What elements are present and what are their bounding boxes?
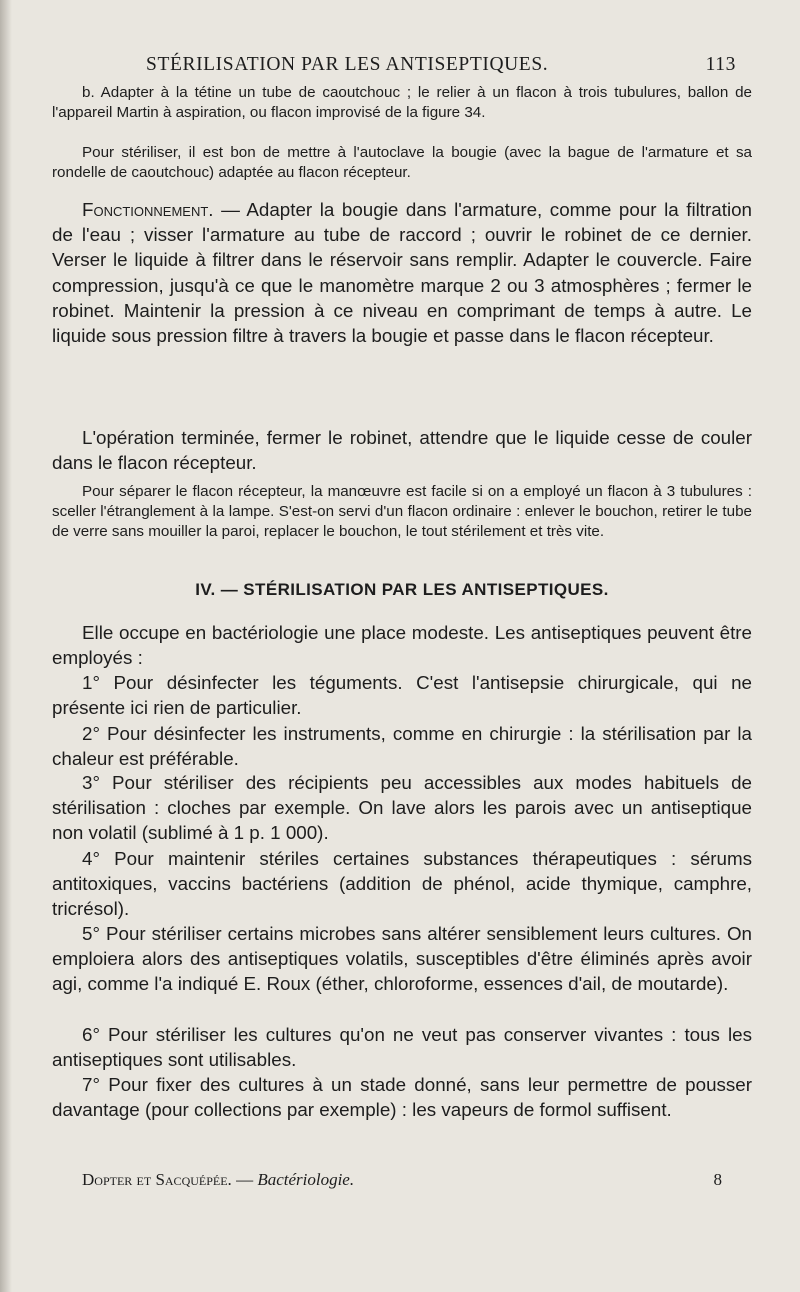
paragraph-sterilize-bougie: Pour stériliser, il est bon de mettre à l'autoclave la bougie (avec la bague de l'armature et sa rondelle de caoutchouc) adaptée au flacon récepteur. xyxy=(52,144,752,181)
list-item-5: 5° Pour stériliser certains microbes sans altérer sensiblement leurs cultures. On emploiera alors des antiseptiques volatils, susceptibles d'être éliminés après avoir agi, comme l'a indiqué E. Roux (éther, chloroforme, essences d'ail, de moutarde). xyxy=(52,923,752,995)
fonctionnement-text: Adapter la bougie dans l'armature, comme pour la filtration de l'eau ; visser l'armature au tube de raccord ; ouvrir le robinet de ce dernier. Verser le liquide à filtrer dans le réservoir sans remplir. Adapter le couvercle. Faire compression, jusqu'à ce que le manomètre marque 2 ou 3 atmosphères ; fermer le robinet. Maintenir la pression à ce niveau en comprimant de temps à autre. Le liquide sous pression filtre à travers la bougie et passe dans le flacon récepteur. xyxy=(52,199,753,347)
footer-book-title: Bactériologie. xyxy=(257,1170,355,1189)
paragraph-fonctionnement xyxy=(52,197,752,348)
list-item-2: 2° Pour désinfecter les instruments, comme en chirurgie : la stérilisation par la chaleur est préférable. xyxy=(52,723,752,770)
footer-authors: Dopter et Sacquépée. xyxy=(82,1170,232,1189)
paragraph-separer: Pour séparer le flacon récepteur, la manœuvre est facile si on a employé un flacon à 3 tubulures : sceller l'étranglement à la lampe. S'est-on servi d'un flacon ordinaire : enlever le bouchon, retirer le tube de verre sans mouiller la paroi, replacer le bouchon, le tout stérilement et très vite. xyxy=(52,483,752,540)
paragraph-b: b. Adapter à la tétine un tube de caoutchouc ; le relier à un flacon à trois tubulures, ballon de l'appareil Martin à aspiration, ou flacon improvisé de la figure 34. xyxy=(52,84,752,121)
running-header xyxy=(146,54,736,76)
list-item-7: 7° Pour fixer des cultures à un stade donné, sans leur permettre de pousser davantage (pour collections par exemple) : les vapeurs de formol suffisent. xyxy=(52,1074,752,1121)
list-item-1: 1° Pour désinfecter les téguments. C'est l'antisepsie chirurgicale, qui ne présente ici rien de particulier. xyxy=(52,672,752,719)
list-item-3: 3° Pour stériliser des récipients peu accessibles aux modes habituels de stérilisation : cloches par exemple. On lave alors les parois avec un antiseptique non volatil (sublimé à 1 p. 1 000). xyxy=(52,772,752,844)
header-title: STÉRILISATION PAR LES ANTISEPTIQUES. xyxy=(146,54,549,75)
page-number: 113 xyxy=(705,54,736,75)
list-item-6: 6° Pour stériliser les cultures qu'on ne veut pas conserver vivantes : tous les antiseptiques sont utilisables. xyxy=(52,1024,752,1071)
fonctionnement-label: Fonctionnement. — xyxy=(82,199,240,220)
section-heading: IV. — STÉRILISATION PAR LES ANTISEPTIQUES. xyxy=(195,580,609,599)
list-item-4: 4° Pour maintenir stériles certaines substances thérapeutiques : sérums antitoxiques, vaccins bactériens (addition de phénol, acide thymique, camphre, tricrésol). xyxy=(52,848,752,920)
page-footer xyxy=(82,1170,722,1190)
footer-dash: — xyxy=(231,1170,258,1189)
paragraph-intro: Elle occupe en bactériologie une place modeste. Les antiseptiques peuvent être employés : xyxy=(52,622,752,669)
paragraph-operation: L'opération terminée, fermer le robinet, attendre que le liquide cesse de couler dans le flacon récepteur. xyxy=(52,427,752,474)
signature-mark: 8 xyxy=(713,1170,722,1189)
